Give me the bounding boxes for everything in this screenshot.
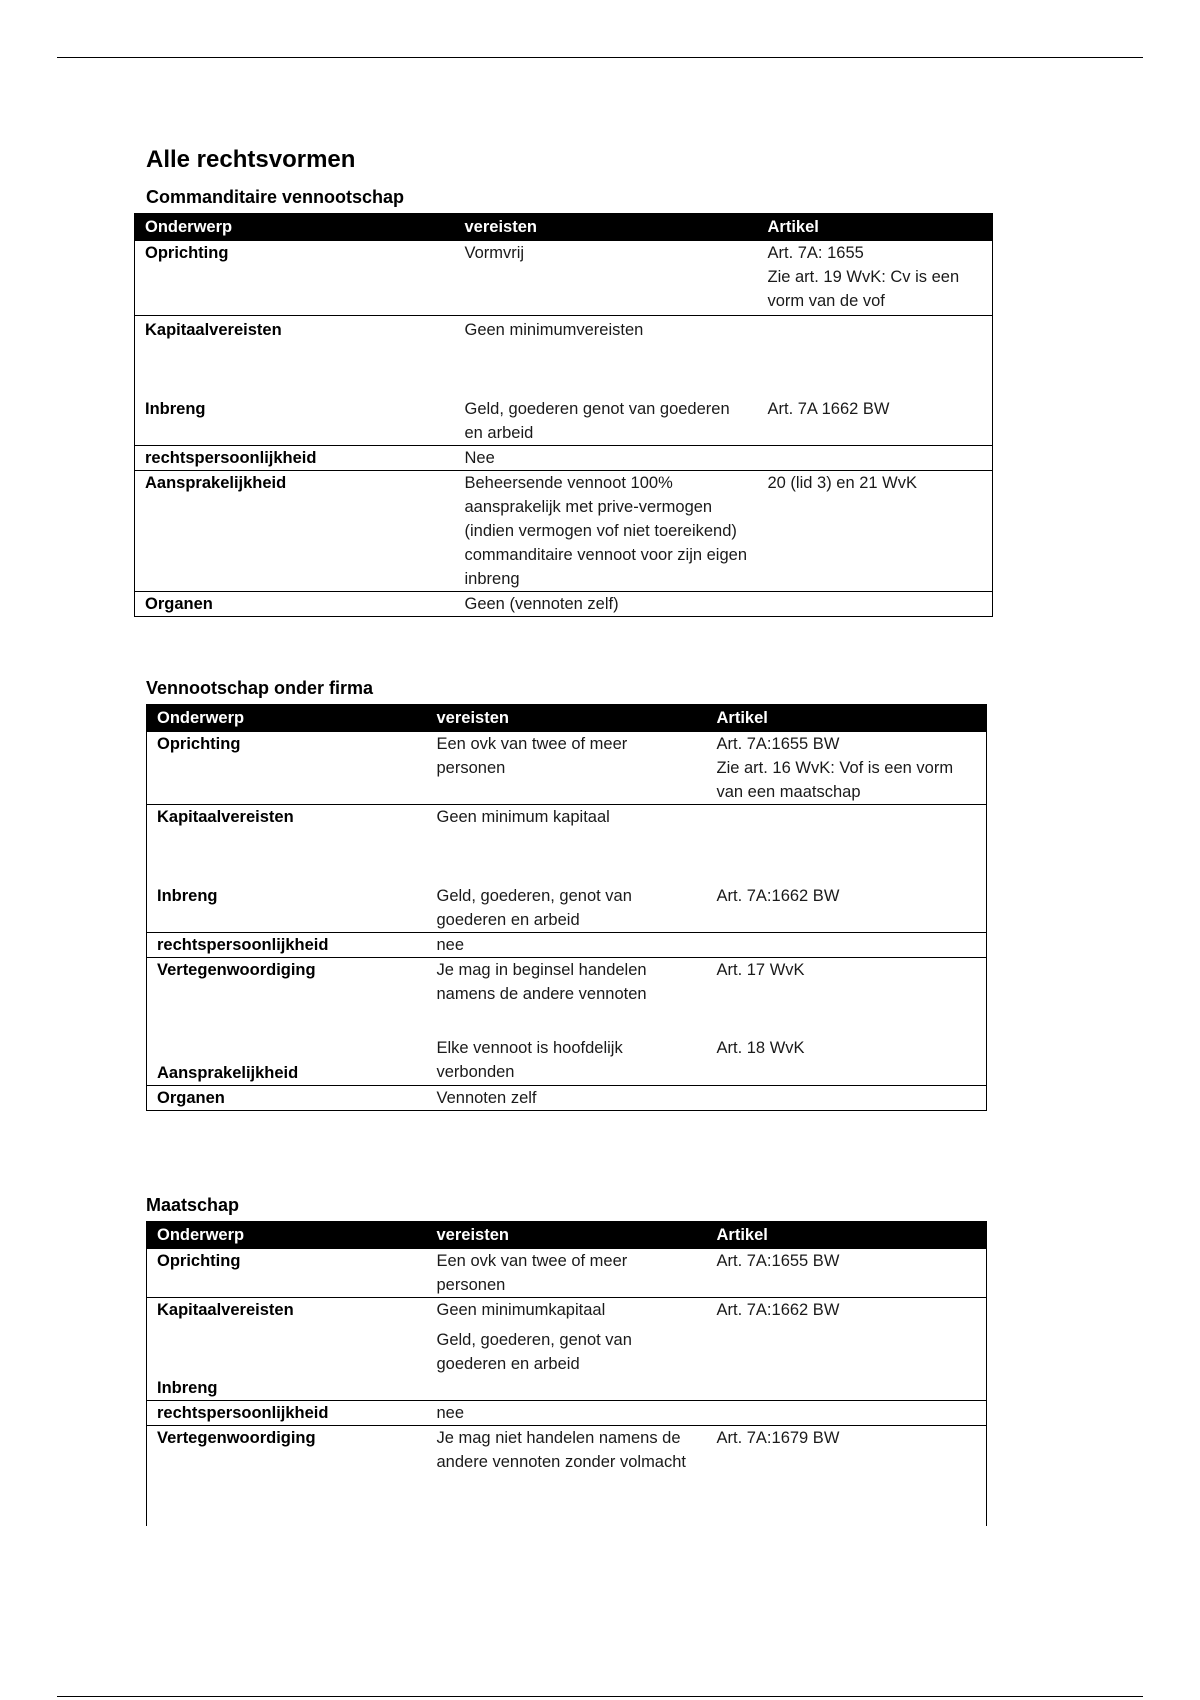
spacer — [157, 1322, 421, 1376]
kapitaal-req: Geen minimumkapitaal — [436, 1301, 606, 1319]
table-row — [147, 933, 987, 958]
inbreng-label: Inbreng — [145, 400, 206, 418]
maatschap-table — [146, 1221, 987, 1526]
spacer — [157, 829, 421, 884]
row-subject: rechtspersoonlijkheid — [147, 933, 427, 958]
table-row — [147, 1426, 987, 1527]
table-row — [135, 592, 993, 617]
header-subject: Onderwerp — [135, 214, 455, 241]
row-subject: rechtspersoonlijkheid — [135, 446, 455, 471]
row-subject — [147, 1298, 427, 1401]
inbreng-req: Geld, goederen, genot van goederen en arbeid — [436, 1331, 632, 1373]
table-header-row — [135, 214, 993, 241]
spacer — [465, 342, 752, 397]
row-subject — [147, 805, 427, 933]
kapitaal-label: Kapitaalvereisten — [157, 1301, 294, 1319]
row-subject: Oprichting — [135, 241, 455, 316]
row-requirement — [455, 316, 758, 446]
row-subject: Vertegenwoordiging — [147, 1426, 427, 1527]
kapitaal-req: Geen minimumvereisten — [464, 321, 644, 339]
inbreng-req: Geld, goederen genot van goederen en arbeid — [464, 400, 730, 442]
row-article: Art. 7A:1679 BW — [707, 1426, 987, 1527]
article-line: Art. 7A: 1655 — [767, 244, 864, 262]
spacer — [717, 805, 981, 884]
row-requirement: nee — [427, 933, 707, 958]
table-row — [135, 241, 993, 316]
spacer — [717, 982, 981, 1036]
row-article — [758, 592, 993, 617]
row-subject: Organen — [135, 592, 455, 617]
footer-rule — [57, 1696, 1143, 1697]
header-requirements: vereisten — [427, 705, 707, 732]
row-article — [707, 1401, 987, 1426]
row-requirement — [427, 1298, 707, 1401]
vertegenwoordiging-art: Art. 17 WvK — [716, 961, 805, 979]
row-requirement: nee — [427, 1401, 707, 1426]
row-requirement: Beheersende vennoot 100% aansprakelijk met prive-vermogen (indien vermogen vof niet toereikend) commanditaire vennoot voor zijn eigen inbreng — [455, 471, 758, 592]
row-subject: Aansprakelijkheid — [135, 471, 455, 592]
spacer — [768, 318, 987, 397]
row-article — [758, 446, 993, 471]
row-subject: Organen — [147, 1086, 427, 1111]
row-article: Art. 7A:1662 BW — [707, 1298, 987, 1401]
table-row — [135, 446, 993, 471]
header-subject: Onderwerp — [147, 1222, 427, 1249]
kapitaal-req: Geen minimum kapitaal — [436, 808, 610, 826]
spacer — [145, 342, 449, 397]
aansprakelijk-art: Art. 18 WvK — [716, 1039, 805, 1057]
header-requirements: vereisten — [427, 1222, 707, 1249]
row-requirement: Een ovk van twee of meer personen — [427, 1249, 707, 1298]
table-header-row — [147, 1222, 987, 1249]
header-article: Artikel — [707, 705, 987, 732]
inbreng-label: Inbreng — [157, 1379, 218, 1397]
row-article — [707, 732, 987, 805]
table-row — [147, 1086, 987, 1111]
row-article — [707, 805, 987, 933]
table-row — [147, 958, 987, 1086]
maatschap-title: Maatschap — [146, 1195, 240, 1215]
row-requirement: Geen (vennoten zelf) — [455, 592, 758, 617]
header-article: Artikel — [758, 214, 993, 241]
vertegenwoordiging-label: Vertegenwoordiging — [157, 961, 316, 979]
row-subject — [135, 316, 455, 446]
aansprakelijk-label: Aansprakelijkheid — [157, 1064, 299, 1082]
vof-title: Vennootschap onder firma — [146, 678, 374, 698]
article-line: Zie art. 19 WvK: Cv is een vorm van de vof — [767, 268, 960, 310]
row-requirement: Nee — [455, 446, 758, 471]
row-article — [758, 316, 993, 446]
spacer — [437, 829, 701, 884]
inbreng-art: Art. 7A:1662 BW — [716, 887, 840, 905]
aansprakelijk-req: Elke vennoot is hoofdelijk verbonden — [436, 1039, 623, 1081]
table-header-row — [147, 705, 987, 732]
vof-table — [146, 704, 987, 1111]
row-subject: rechtspersoonlijkheid — [147, 1401, 427, 1426]
row-article: Art. 7A:1655 BW — [707, 1249, 987, 1298]
table-row — [147, 805, 987, 933]
inbreng-req: Geld, goederen, genot van goederen en arbeid — [436, 887, 632, 929]
row-article — [707, 933, 987, 958]
table-row — [147, 1249, 987, 1298]
header-rule — [57, 57, 1143, 58]
row-article — [758, 241, 993, 316]
spacer — [157, 982, 421, 1061]
row-subject: Oprichting — [147, 1249, 427, 1298]
page-title: Alle rechtsvormen — [146, 146, 356, 173]
table-row — [147, 1401, 987, 1426]
header-article: Artikel — [707, 1222, 987, 1249]
spacer — [437, 1006, 701, 1036]
kapitaal-label: Kapitaalvereisten — [157, 808, 294, 826]
row-article: 20 (lid 3) en 21 WvK — [758, 471, 993, 592]
row-subject: Oprichting — [147, 732, 427, 805]
row-requirement — [427, 958, 707, 1086]
table-row — [135, 471, 993, 592]
header-requirements: vereisten — [455, 214, 758, 241]
row-subject — [147, 958, 427, 1086]
table-row — [135, 316, 993, 446]
kapitaal-label: Kapitaalvereisten — [145, 321, 282, 339]
row-article — [707, 958, 987, 1086]
cv-table — [134, 213, 993, 617]
article-line: Zie art. 16 WvK: Vof is een vorm van een maatschap — [716, 759, 954, 801]
row-requirement: Vormvrij — [455, 241, 758, 316]
row-requirement: Vennoten zelf — [427, 1086, 707, 1111]
row-requirement: Je mag niet handelen namens de andere vennoten zonder volmacht — [427, 1426, 707, 1527]
row-article — [707, 1086, 987, 1111]
row-requirement — [427, 805, 707, 933]
table-row — [147, 732, 987, 805]
header-subject: Onderwerp — [147, 705, 427, 732]
inbreng-label: Inbreng — [157, 887, 218, 905]
article-line: Art. 7A:1655 BW — [716, 735, 840, 753]
inbreng-art: Art. 7A 1662 BW — [767, 400, 890, 418]
cv-title: Commanditaire vennootschap — [146, 187, 405, 207]
table-row — [147, 1298, 987, 1401]
row-requirement: Een ovk van twee of meer personen — [427, 732, 707, 805]
vertegenwoordiging-req: Je mag in beginsel handelen namens de andere vennoten — [436, 961, 647, 1003]
